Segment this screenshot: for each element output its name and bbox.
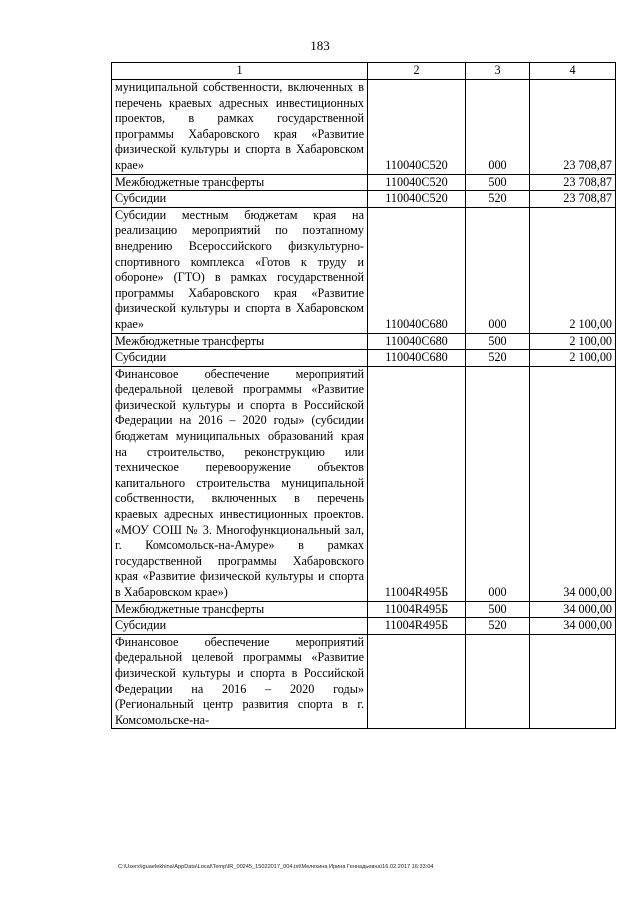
row-expense-type bbox=[466, 634, 530, 729]
row-description: Субсидии bbox=[112, 618, 368, 635]
row-amount: 34 000,00 bbox=[530, 366, 616, 601]
row-expense-type: 520 bbox=[466, 350, 530, 367]
row-target-code: 110040С520 bbox=[368, 80, 466, 175]
row-description: Субсидии bbox=[112, 191, 368, 208]
row-amount: 23 708,87 bbox=[530, 191, 616, 208]
row-expense-type: 520 bbox=[466, 191, 530, 208]
row-description: Межбюджетные трансферты bbox=[112, 601, 368, 618]
row-description: Межбюджетные трансферты bbox=[112, 333, 368, 350]
row-description: муниципальной собственности, включенных в перечень краевых адресных инвестиционных проектов, в рамках государственной программы Хабаровского края «Развитие физической культуры и спорта в Хабаровском крае» bbox=[112, 80, 368, 175]
row-target-code bbox=[368, 634, 466, 729]
row-expense-type: 000 bbox=[466, 366, 530, 601]
row-amount: 2 100,00 bbox=[530, 333, 616, 350]
column-header: 1 bbox=[112, 63, 368, 80]
row-target-code: 110040С520 bbox=[368, 191, 466, 208]
row-expense-type: 500 bbox=[466, 333, 530, 350]
row-amount: 34 000,00 bbox=[530, 601, 616, 618]
row-description: Финансовое обеспечение мероприятий федеральной целевой программы «Развитие физической культуры и спорта в Российской Федерации на 2016 – 2020 годы» (субсидии бюджетам муниципальных образований края на строительство, реконструкцию или техническое перевооружение объектов капитального строительства муниципальной собственности, включенных в перечень краевых адресных инвестиционных проектов. «МОУ СОШ № 3. Многофункциональный зал, г. Комсомольск-на-Амуре» в рамках государственной программы Хабаровского края «Развитие физической культуры и спорта в Хабаровском крае») bbox=[112, 366, 368, 601]
table-row bbox=[112, 634, 616, 729]
table-row bbox=[112, 333, 616, 350]
table-row bbox=[112, 618, 616, 635]
row-target-code: 110040С520 bbox=[368, 174, 466, 191]
row-expense-type: 500 bbox=[466, 601, 530, 618]
row-amount: 23 708,87 bbox=[530, 174, 616, 191]
row-target-code: 110040С680 bbox=[368, 207, 466, 333]
row-description: Межбюджетные трансферты bbox=[112, 174, 368, 191]
row-expense-type: 000 bbox=[466, 80, 530, 175]
table-row bbox=[112, 191, 616, 208]
row-description: Субсидии bbox=[112, 350, 368, 367]
table-row bbox=[112, 207, 616, 333]
table-header-row bbox=[112, 63, 616, 80]
table-row bbox=[112, 80, 616, 175]
budget-table bbox=[111, 62, 616, 729]
table-row bbox=[112, 350, 616, 367]
row-target-code: 11004R495Б bbox=[368, 601, 466, 618]
column-header: 2 bbox=[368, 63, 466, 80]
column-header: 3 bbox=[466, 63, 530, 80]
row-expense-type: 000 bbox=[466, 207, 530, 333]
table-row bbox=[112, 601, 616, 618]
row-target-code: 11004R495Б bbox=[368, 366, 466, 601]
row-target-code: 110040С680 bbox=[368, 350, 466, 367]
row-amount: 2 100,00 bbox=[530, 350, 616, 367]
row-description: Финансовое обеспечение мероприятий федеральной целевой программы «Развитие физической культуры и спорта в Российской Федерации на 2016 – 2020 годы» (Региональный центр развития спорта в г. Комсомольске-на- bbox=[112, 634, 368, 729]
row-amount: 34 000,00 bbox=[530, 618, 616, 635]
table-row bbox=[112, 174, 616, 191]
row-expense-type: 520 bbox=[466, 618, 530, 635]
row-target-code: 11004R495Б bbox=[368, 618, 466, 635]
row-amount bbox=[530, 634, 616, 729]
row-expense-type: 500 bbox=[466, 174, 530, 191]
row-amount: 2 100,00 bbox=[530, 207, 616, 333]
column-header: 4 bbox=[530, 63, 616, 80]
row-target-code: 110040С680 bbox=[368, 333, 466, 350]
page-number: 183 bbox=[310, 38, 330, 53]
row-amount: 23 708,87 bbox=[530, 80, 616, 175]
row-description: Субсидии местным бюджетам края на реализацию мероприятий по поэтапному внедрению Всероссийского физкультурно-спортивного комплекса «Готов к труду и обороне» (ГТО) в рамках государственной программы Хабаровского края «Развитие физической культуры и спорта в Хабаровском крае» bbox=[112, 207, 368, 333]
file-path-footer: C:\Users\iguaelekhina\AppData\Local\Temp\IR_00245_15022017_004.txt\Мелехина Ирина Геннадьевна\16.02.2017 16:33:04 bbox=[118, 864, 434, 870]
table-row bbox=[112, 366, 616, 601]
